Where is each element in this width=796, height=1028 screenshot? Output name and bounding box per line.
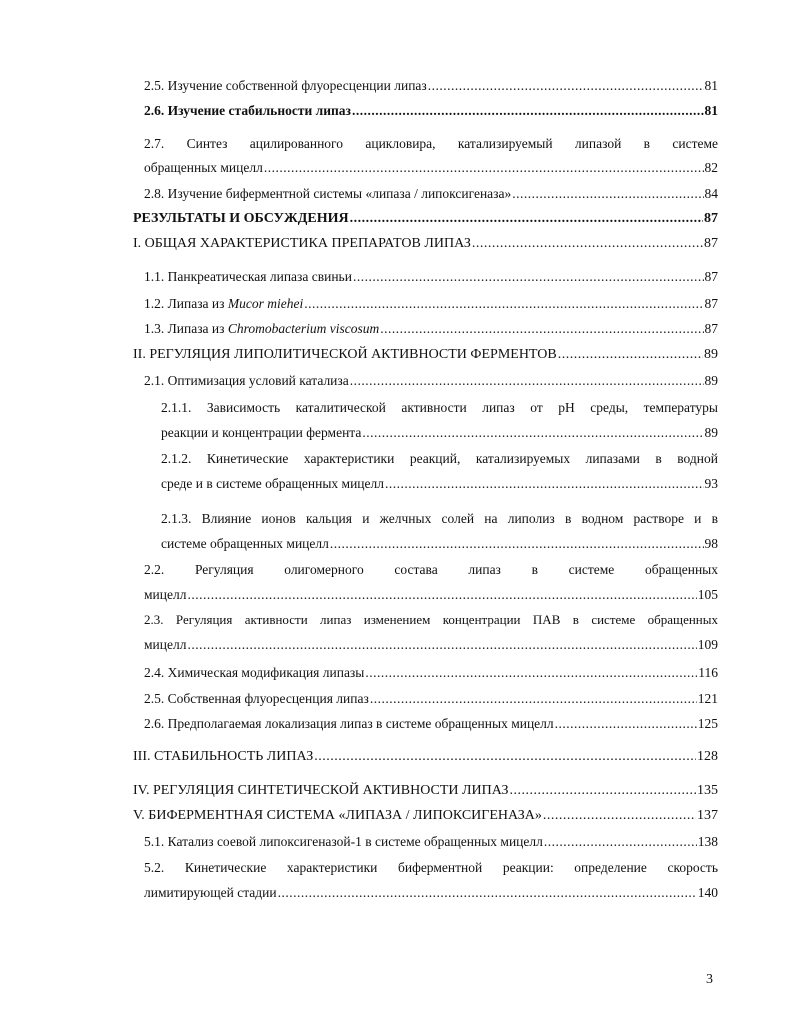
toc-chapter bbox=[133, 749, 718, 765]
toc-entry bbox=[144, 612, 718, 653]
toc-entry-title: 5.1. Катализ соевой липоксигеназой-1 в системе обращенных мицелл bbox=[144, 834, 543, 849]
dot-leader bbox=[544, 834, 697, 850]
toc-entry-title: лимитирующей стадии bbox=[144, 885, 277, 900]
dot-leader bbox=[350, 211, 703, 227]
toc-entry-title: 2.5. Собственная флуоресценция липаз bbox=[144, 691, 369, 706]
toc-entry bbox=[144, 691, 718, 707]
species-name: Mucor miehei bbox=[227, 296, 304, 311]
toc-entry bbox=[144, 321, 718, 337]
toc-entry-title-line: 2.2. Регуляция олигомерного состава липаз в системе обращенных bbox=[144, 562, 718, 577]
toc-entry-title: 1.1. Панкреатическая липаза свиньи bbox=[144, 269, 352, 284]
toc-entry-page: 89 bbox=[704, 425, 718, 440]
toc-entry bbox=[144, 665, 718, 681]
toc-entry bbox=[144, 834, 718, 850]
toc-section-heading bbox=[133, 211, 718, 227]
toc-entry-title-line: 2.7. Синтез ацилированного ацикловира, катализируемый липазой в системе bbox=[144, 136, 718, 151]
toc-entry bbox=[144, 373, 718, 389]
toc-entry-page: 87 bbox=[704, 321, 718, 336]
toc-entry-page: 138 bbox=[697, 834, 718, 849]
toc-entry-page: 105 bbox=[697, 587, 718, 602]
toc-entry-title: 1.3. Липаза из Chromobacterium viscosum bbox=[144, 321, 380, 336]
toc-entry-title: системе обращенных мицелл bbox=[161, 536, 329, 551]
toc-entry-title: 2.6. Предполагаемая локализация липаз в системе обращенных мицелл bbox=[144, 716, 554, 731]
toc-entry-page: 89 bbox=[704, 373, 718, 388]
toc-chapter bbox=[133, 808, 718, 824]
toc-entry-title: 2.1. Оптимизация условий катализа bbox=[144, 373, 349, 388]
toc-chapter bbox=[133, 236, 718, 252]
toc-entry-page: 82 bbox=[704, 160, 718, 175]
toc-entry-title: мицелл bbox=[144, 587, 187, 602]
dot-leader bbox=[512, 186, 703, 202]
toc-entry-title: 2.4. Химическая модификация липазы bbox=[144, 665, 365, 680]
toc-entry-title-line: 2.1.2. Кинетические характеристики реакций, катализируемых липазами в водной bbox=[161, 451, 718, 466]
toc-entry bbox=[144, 103, 718, 119]
dot-leader bbox=[350, 373, 704, 389]
dot-leader bbox=[304, 296, 703, 312]
toc-entry-page: 81 bbox=[704, 78, 718, 93]
toc-entry-page: 128 bbox=[697, 749, 718, 764]
toc-entry-title: V. БИФЕРМЕНТНАЯ СИСТЕМА «ЛИПАЗА / ЛИПОКСИГЕНАЗА» bbox=[133, 808, 542, 823]
toc-entry-page: 84 bbox=[704, 186, 718, 201]
toc-entry bbox=[144, 716, 718, 732]
toc-entry-page: 87 bbox=[704, 269, 718, 284]
toc-entry-page: 125 bbox=[697, 716, 718, 731]
dot-leader bbox=[330, 536, 704, 552]
dot-leader bbox=[365, 665, 697, 681]
dot-leader bbox=[428, 78, 704, 94]
dot-leader bbox=[352, 103, 704, 119]
toc-entry-page: 98 bbox=[704, 536, 718, 551]
toc-entry bbox=[144, 269, 718, 285]
dot-leader bbox=[353, 269, 704, 285]
toc-entry bbox=[144, 186, 718, 202]
toc-chapter bbox=[133, 347, 718, 363]
toc-entry-title: 2.5. Изучение собственной флуоресценции липаз bbox=[144, 78, 427, 93]
toc-entry-title: IV. РЕГУЛЯЦИЯ СИНТЕТИЧЕСКОЙ АКТИВНОСТИ ЛИПАЗ bbox=[133, 783, 509, 798]
toc-entry-title-line: 2.1.3. Влияние ионов кальция и желчных солей на липолиз в водном растворе и в bbox=[161, 511, 718, 526]
toc-entry-page: 109 bbox=[697, 637, 718, 652]
toc-entry bbox=[144, 136, 718, 176]
dot-leader bbox=[187, 587, 696, 603]
toc-entry-page: 89 bbox=[704, 347, 718, 362]
toc-entry-title: 2.6. Изучение стабильности липаз bbox=[144, 103, 351, 118]
dot-leader bbox=[362, 425, 703, 441]
toc-entry bbox=[144, 860, 718, 901]
dot-leader bbox=[543, 808, 696, 824]
toc-entry-title-line: 5.2. Кинетические характеристики биферментной реакции: определение скорость bbox=[144, 860, 718, 875]
toc-entry-page: 93 bbox=[704, 476, 718, 491]
species-name: Chromobacterium viscosum bbox=[227, 321, 380, 336]
toc-entry bbox=[144, 296, 718, 312]
toc-entry-page: 87 bbox=[704, 211, 718, 226]
dot-leader bbox=[555, 716, 697, 732]
toc-entry-title-line: 2.1.1. Зависимость каталитической активности липаз от pH среды, температуры bbox=[161, 400, 718, 415]
toc-entry-page: 87 bbox=[704, 296, 718, 311]
toc-entry-page: 140 bbox=[697, 885, 718, 900]
toc-entry-title-line: 2.3. Регуляция активности липаз изменением концентрации ПАВ в системе обращенных bbox=[144, 612, 718, 627]
toc-entry-title: 1.2. Липаза из Mucor miehei bbox=[144, 296, 304, 311]
toc-chapter bbox=[133, 783, 718, 799]
toc-entry-title: I. ОБЩАЯ ХАРАКТЕРИСТИКА ПРЕПАРАТОВ ЛИПАЗ bbox=[133, 236, 471, 251]
toc-entry-title: обращенных мицелл bbox=[144, 160, 263, 175]
toc-entry-page: 87 bbox=[704, 236, 718, 251]
toc-entry-page: 116 bbox=[698, 665, 718, 680]
toc-entry bbox=[144, 78, 718, 94]
toc-entry-title: III. СТАБИЛЬНОСТЬ ЛИПАЗ bbox=[133, 749, 314, 764]
dot-leader bbox=[472, 236, 703, 252]
toc-entry bbox=[161, 400, 718, 441]
toc-entry-page: 121 bbox=[697, 691, 718, 706]
toc-entry-title: мицелл bbox=[144, 637, 187, 652]
dot-leader bbox=[314, 749, 696, 765]
toc-entry-title: 2.8. Изучение биферментной системы «липаза / липоксигеназа» bbox=[144, 186, 512, 201]
page-number: 3 bbox=[706, 972, 713, 987]
dot-leader bbox=[558, 347, 703, 363]
toc-entry-title: реакции и концентрации фермента bbox=[161, 425, 362, 440]
toc-entry-page: 137 bbox=[697, 808, 718, 823]
dot-leader bbox=[264, 160, 704, 176]
dot-leader bbox=[509, 783, 696, 799]
toc-entry-page: 135 bbox=[697, 783, 718, 798]
toc-entry bbox=[144, 562, 718, 603]
toc-entry-title: II. РЕГУЛЯЦИЯ ЛИПОЛИТИЧЕСКОЙ АКТИВНОСТИ ФЕРМЕНТОВ bbox=[133, 347, 557, 362]
dot-leader bbox=[278, 885, 697, 901]
dot-leader bbox=[385, 476, 703, 492]
toc-entry bbox=[161, 451, 718, 492]
dot-leader bbox=[187, 637, 696, 653]
toc-entry-title: среде и в системе обращенных мицелл bbox=[161, 476, 385, 491]
dot-leader bbox=[370, 691, 697, 707]
dot-leader bbox=[380, 321, 703, 337]
toc-entry bbox=[161, 511, 718, 552]
toc-entry-title: РЕЗУЛЬТАТЫ И ОБСУЖДЕНИЯ bbox=[133, 211, 349, 226]
toc-entry-page: 81 bbox=[704, 103, 718, 118]
